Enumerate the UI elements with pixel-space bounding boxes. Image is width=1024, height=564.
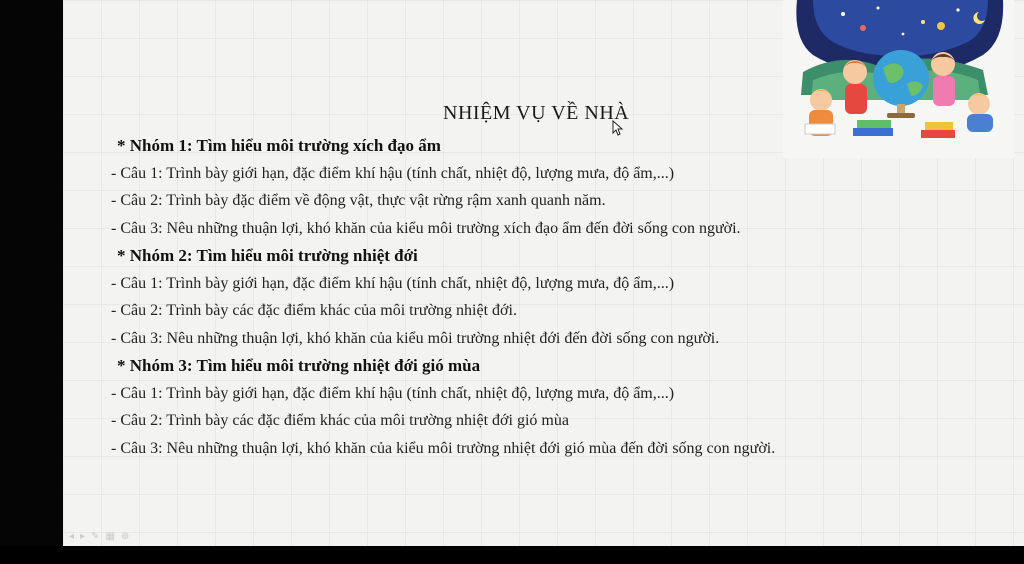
slideshow-controls[interactable] bbox=[69, 531, 135, 542]
group-2-question-2: - Câu 2: Trình bày các đặc điểm khác của môi trường nhiệt đới. bbox=[111, 302, 517, 319]
bottom-black-bar bbox=[0, 546, 1024, 564]
zoom-icon[interactable]: ⊕ bbox=[120, 531, 136, 542]
group-heading-2: * Nhóm 2: Tìm hiểu môi trường nhiệt đới bbox=[117, 246, 418, 265]
previous-slide-icon[interactable]: ◂ bbox=[69, 531, 81, 542]
assignment-content bbox=[111, 132, 1011, 462]
group-1-question-3: - Câu 3: Nêu những thuận lợi, khó khăn của kiểu môi trường xích đạo ẩm đến đời sống con người. bbox=[111, 219, 741, 237]
left-black-bar bbox=[0, 0, 63, 564]
group-2-question-1: - Câu 1: Trình bày giới hạn, đặc điểm khí hậu (tính chất, nhiệt độ, lượng mưa, độ ẩm,...) bbox=[111, 274, 675, 292]
group-1-question-2: - Câu 2: Trình bày đặc điểm về động vật, thực vật rừng rậm xanh quanh năm. bbox=[111, 192, 606, 209]
group-1-question-1: - Câu 1: Trình bày giới hạn, đặc điểm khí hậu (tính chất, nhiệt độ, lượng mưa, độ ẩm,...) bbox=[111, 164, 675, 182]
pen-icon[interactable]: ✎ bbox=[91, 531, 106, 542]
group-2-question-3: - Câu 3: Nêu những thuận lợi, khó khăn của kiểu môi trường nhiệt đới đến đời sống con người. bbox=[111, 329, 720, 347]
group-heading-3: * Nhóm 3: Tìm hiểu môi trường nhiệt đới gió mùa bbox=[117, 356, 481, 375]
slide-title: NHIỆM VỤ VỀ NHÀ bbox=[443, 102, 630, 124]
group-3-question-1: - Câu 1: Trình bày giới hạn, đặc điểm khí hậu (tính chất, nhiệt độ, lượng mưa, độ ẩm,...) bbox=[111, 384, 675, 402]
next-slide-icon[interactable]: ▸ bbox=[80, 531, 92, 542]
group-heading-1: * Nhóm 1: Tìm hiểu môi trường xích đạo ẩm bbox=[117, 136, 441, 155]
group-3-question-2: - Câu 2: Trình bày các đặc điểm khác của môi trường nhiệt đới gió mùa bbox=[111, 412, 569, 429]
slide bbox=[63, 0, 1024, 546]
grid-icon[interactable]: ▦ bbox=[105, 531, 121, 542]
group-3-question-3: - Câu 3: Nêu những thuận lợi, khó khăn của kiểu môi trường nhiệt đới gió mùa đến đời sống con người. bbox=[111, 439, 776, 457]
